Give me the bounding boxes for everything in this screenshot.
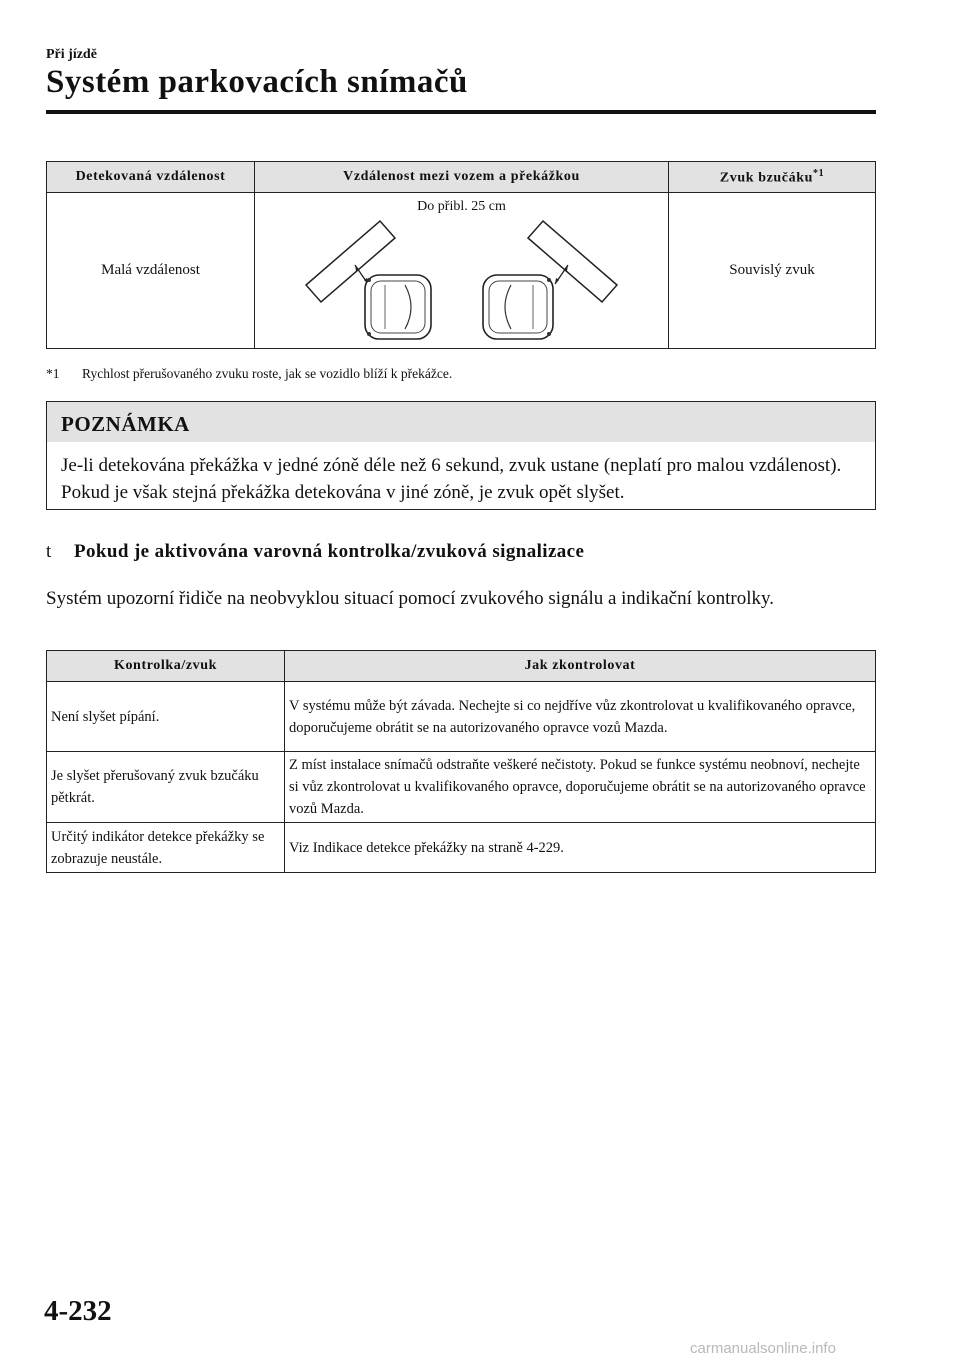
- buzzer-sound-cell: Souvislý zvuk: [669, 193, 876, 349]
- distance-table-header: [47, 162, 876, 193]
- section-label: Při jízdě: [46, 47, 97, 62]
- subsection-heading: [46, 541, 584, 563]
- action-cell: V systému může být závada. Nechejte si co nejdříve vůz zkontrolovat u kvalifikovaného opravce, doporučujeme obrátit se na autorizovaného opravce vozů Mazda.: [285, 682, 876, 752]
- header-car-obstacle-distance: Vzdálenost mezi vozem a překážkou: [255, 162, 669, 193]
- car-sensor-illustration: [255, 193, 668, 348]
- page-number: 4-232: [44, 1295, 112, 1327]
- note-title: POZNÁMKA: [61, 412, 190, 436]
- table-row: [47, 823, 876, 873]
- header-signal: Kontrolka/zvuk: [47, 651, 285, 682]
- body-paragraph: Systém upozorní řidiče na neobvyklou situací pomocí zvukového signálu a indikační kontrolky.: [46, 588, 775, 609]
- check-table-header: [47, 651, 876, 682]
- action-cell: Z míst instalace snímačů odstraňte veškeré nečistoty. Pokud se funkce systému neobnoví, nechejte si vůz zkontrolovat u kvalifikovaného opravce, doporučujeme obrátit se na autorizovaného opravce vozů Mazda.: [285, 752, 876, 823]
- distance-illustration-cell: [255, 193, 669, 349]
- note-box: [46, 401, 876, 510]
- title-rule: [46, 110, 876, 114]
- signal-cell: Je slyšet přerušovaný zvuk bzučáku pětkrát.: [47, 752, 285, 823]
- header-how-to-check: Jak zkontrolovat: [285, 651, 876, 682]
- action-cell: Viz Indikace detekce překážky na straně 4-229.: [285, 823, 876, 873]
- page-title: Systém parkovacích snímačů: [46, 64, 468, 100]
- right-car-obstacle-icon: [483, 221, 617, 339]
- signal-cell: Určitý indikátor detekce překážky se zobrazuje neustále.: [47, 823, 285, 873]
- check-table: [46, 650, 876, 873]
- detected-distance-cell: Malá vzdálenost: [47, 193, 255, 349]
- signal-cell: Není slyšet pípání.: [47, 682, 285, 752]
- footnote: [46, 366, 452, 382]
- subsection-heading-text: Pokud je aktivována varovná kontrolka/zvuková signalizace: [74, 541, 585, 562]
- note-header: [47, 402, 875, 442]
- distance-label: Do přibl. 25 cm: [417, 199, 506, 214]
- footnote-mark: *1: [46, 366, 60, 381]
- distance-table: [46, 161, 876, 349]
- left-car-obstacle-icon: [306, 221, 431, 339]
- table-row: [47, 193, 876, 349]
- bullet-marker: t: [46, 541, 52, 562]
- watermark: carmanualsonline.info: [690, 1340, 836, 1357]
- header-buzzer-sound: Zvuk bzučáku$^{*1}$: [669, 162, 876, 193]
- note-text: Je-li detekována překážka v jedné zóně déle než 6 sekund, zvuk ustane (neplatí pro malou vzdálenost). Pokud je však stejná překážka detekována v jiné zóně, je zvuk opět slyšet.: [61, 455, 842, 503]
- table-row: [47, 752, 876, 823]
- footnote-text: Rychlost přerušovaného zvuku roste, jak se vozidlo blíží k překážce.: [82, 366, 453, 381]
- footnote-ref: *1: [812, 167, 825, 179]
- table-row: [47, 682, 876, 752]
- header-detected-distance: Detekovaná vzdálenost: [47, 162, 255, 193]
